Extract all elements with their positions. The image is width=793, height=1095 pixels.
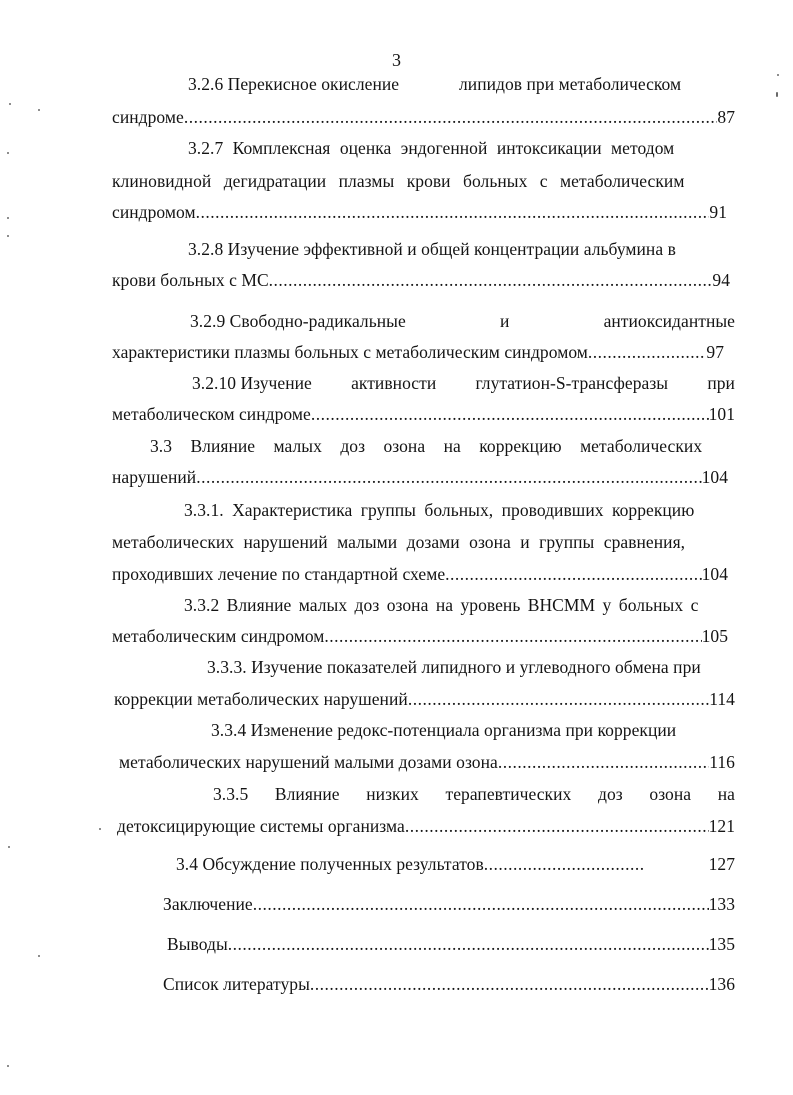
scan-speck [8, 846, 10, 848]
toc-3-4: 3.4 Обсуждение полученных результатов ..... 127 [176, 853, 735, 875]
toc-3-3-1-page: 104 [701, 564, 728, 584]
toc-references-page: 136 [708, 974, 735, 994]
scan-speck [9, 103, 11, 105]
toc-3-3-3-line-2: коррекции метаболических нарушений ..... 114 [114, 688, 735, 710]
toc-3-3-3-page: 114 [709, 689, 735, 709]
toc-3-2-9-line-1: 3.2.9 Свободно-радикальные и антиоксидантные [190, 311, 735, 331]
toc-3-3-line-1: 3.3 Влияние малых доз озона на коррекцию метаболических [150, 436, 703, 456]
toc-3-3-4-line-2: метаболических нарушений малыми дозами озона ..... 116 [119, 751, 735, 773]
toc-findings: Выводы ..... 135 [167, 933, 735, 955]
toc-3-3-4-page: 116 [709, 752, 735, 772]
toc-3-2-7-line-2: клиновидной дегидратации плазмы крови больных с метаболическим [112, 171, 685, 191]
toc-3-2-9-page: 97 [706, 342, 724, 362]
toc-3-2-6-line-1b: липидов при метаболическом [459, 74, 682, 94]
toc-3-3-5-line-1: 3.3.5 Влияние низких терапевтических доз озона на [213, 784, 735, 804]
toc-3-4-page: 127 [708, 854, 735, 874]
scan-speck [7, 235, 9, 237]
toc-3-3-3-line-1: 3.3.3. Изучение показателей липидного и углеводного обмена при [207, 657, 701, 677]
toc-3-2-8-line-1: 3.2.8 Изучение эффективной и общей концентрации альбумина в [188, 239, 676, 259]
toc-3-2-7-page: 91 [709, 202, 727, 222]
toc-3-3-2-line-1: 3.3.2 Влияние малых доз озона на уровень ВНСММ у больных с [184, 595, 699, 615]
page-number: 3 [392, 50, 401, 70]
scan-speck [38, 955, 40, 957]
toc-3-2-7-line-1: 3.2.7 Комплексная оценка эндогенной интоксикации методом [188, 138, 675, 158]
scan-speck [7, 1065, 9, 1067]
scan-speck [7, 152, 9, 154]
toc-3-3-2-page: 105 [701, 626, 728, 646]
toc-conclusion-page: 133 [708, 894, 735, 914]
toc-3-2-6-line-1a: 3.2.6 Перекисное окисление [188, 74, 400, 94]
toc-findings-page: 135 [708, 934, 735, 954]
toc-3-3-2-line-2: метаболическим синдромом ..... 105 [112, 625, 728, 647]
toc-3-3-5-line-2: детоксицирующие системы организма ..... 121 [117, 815, 735, 837]
toc-3-2-9-line-2: характеристики плазмы больных с метаболическим синдромом ..... 97 [112, 341, 724, 363]
toc-3-2-10-line-2: метаболическом синдроме ..... 101 [112, 403, 735, 425]
scan-speck [777, 74, 779, 76]
toc-3-2-10-page: 101 [708, 404, 735, 424]
toc-3-2-6-line-2: синдроме ..... 87 [112, 106, 735, 128]
toc-3-3-1-line-3: проходивших лечение по стандартной схеме ..... 104 [112, 563, 728, 585]
toc-3-3-5-page: 121 [708, 816, 735, 836]
toc-3-2-8-line-2: крови больных с МС ..... 94 [112, 269, 730, 291]
toc-references: Список литературы ..... 136 [163, 973, 735, 995]
toc-3-2-8-page: 94 [712, 270, 730, 290]
toc-conclusion: Заключение ..... 133 [163, 893, 735, 915]
toc-3-2-10-line-1: 3.2.10 Изучение активности глутатион-S-трансферазы при [192, 373, 735, 393]
toc-3-2-7-line-3: синдромом ..... 91 [112, 201, 727, 223]
scan-speck [99, 828, 101, 830]
toc-3-3-1-line-2: метаболических нарушений малыми дозами озона и группы сравнения, [112, 532, 686, 552]
scan-speck [38, 109, 40, 111]
scan-speck [7, 217, 9, 219]
scan-speck [776, 92, 778, 97]
toc-3-3-1-line-1: 3.3.1. Характеристика группы больных, проводивших коррекцию [184, 500, 695, 520]
toc-3-2-6-page: 87 [717, 107, 735, 127]
toc-3-3-4-line-1: 3.3.4 Изменение редокс-потенциала организма при коррекции [211, 720, 677, 740]
toc-3-3-line-2: нарушений ..... 104 [112, 466, 728, 488]
toc-3-3-page: 104 [701, 467, 728, 487]
